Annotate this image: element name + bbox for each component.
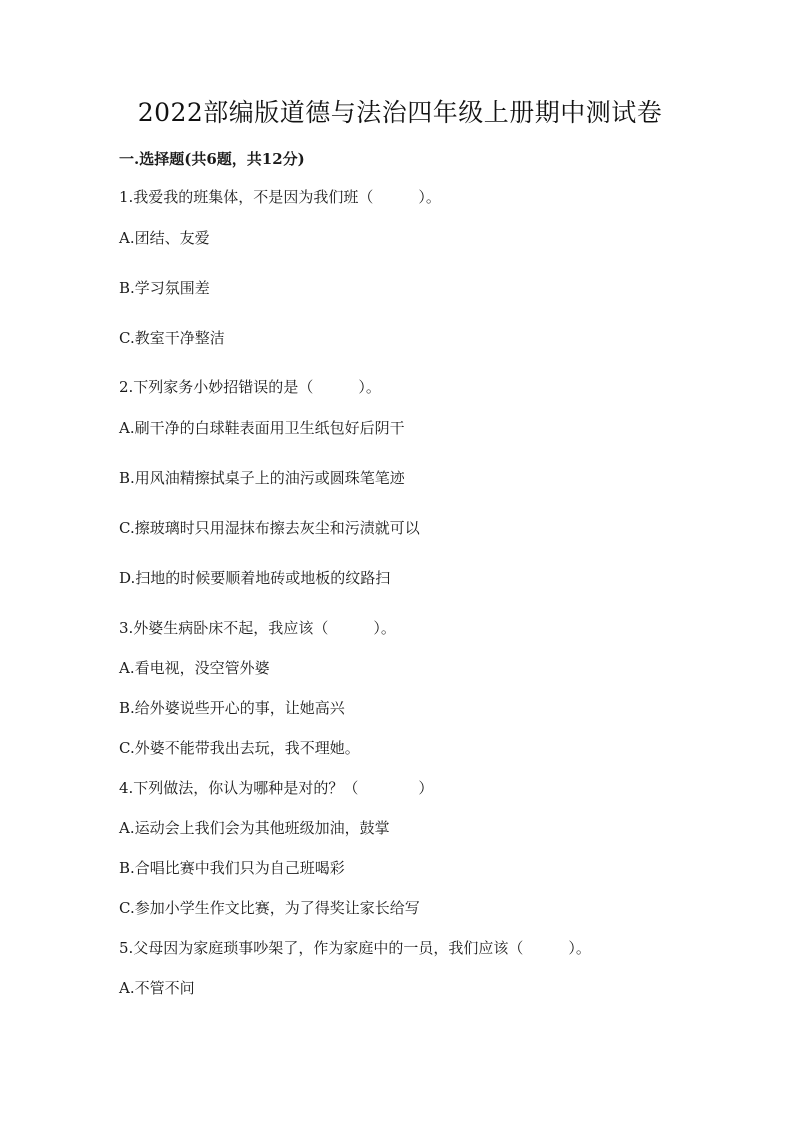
question-2-option-d: D.扫地的时候要顺着地砖或地板的纹路扫 <box>119 569 391 587</box>
question-1-stem: 1.我爱我的班集体，不是因为我们班（ ）。 <box>119 188 441 206</box>
question-1-option-b: B.学习氛围差 <box>119 279 210 297</box>
question-2-option-b: B.用风油精擦拭桌子上的油污或圆珠笔笔迹 <box>119 469 405 487</box>
question-2-stem: 2.下列家务小妙招错误的是（ ）。 <box>119 378 381 396</box>
question-3-option-a: A.看电视，没空管外婆 <box>119 659 270 677</box>
exam-title: 2022部编版道德与法治四年级上册期中测试卷 <box>137 98 663 127</box>
question-1-option-a: A.团结、友爱 <box>119 229 210 247</box>
question-4-option-a: A.运动会上我们会为其他班级加油，鼓掌 <box>119 819 390 837</box>
question-4-option-b: B.合唱比赛中我们只为自己班喝彩 <box>119 859 345 877</box>
question-5-option-a: A.不管不问 <box>119 979 195 997</box>
question-2-option-a: A.刷干净的白球鞋表面用卫生纸包好后阴干 <box>119 419 405 437</box>
question-1-option-c: C.教室干净整洁 <box>119 329 225 347</box>
question-3-option-c: C.外婆不能带我出去玩，我不理她。 <box>119 739 360 757</box>
question-2-option-c: C.擦玻璃时只用湿抹布擦去灰尘和污渍就可以 <box>119 519 420 537</box>
question-4-option-c: C.参加小学生作文比赛，为了得奖让家长给写 <box>119 899 420 917</box>
question-3-stem: 3.外婆生病卧床不起，我应该（ ）。 <box>119 619 396 637</box>
question-3-option-b: B.给外婆说些开心的事，让她高兴 <box>119 699 345 717</box>
section-heading: 一.选择题(共6题，共12分) <box>119 150 305 168</box>
question-5-stem: 5.父母因为家庭琐事吵架了，作为家庭中的一员，我们应该（ ）。 <box>119 939 591 957</box>
question-4-stem: 4.下列做法，你认为哪种是对的？（ ） <box>119 779 434 797</box>
